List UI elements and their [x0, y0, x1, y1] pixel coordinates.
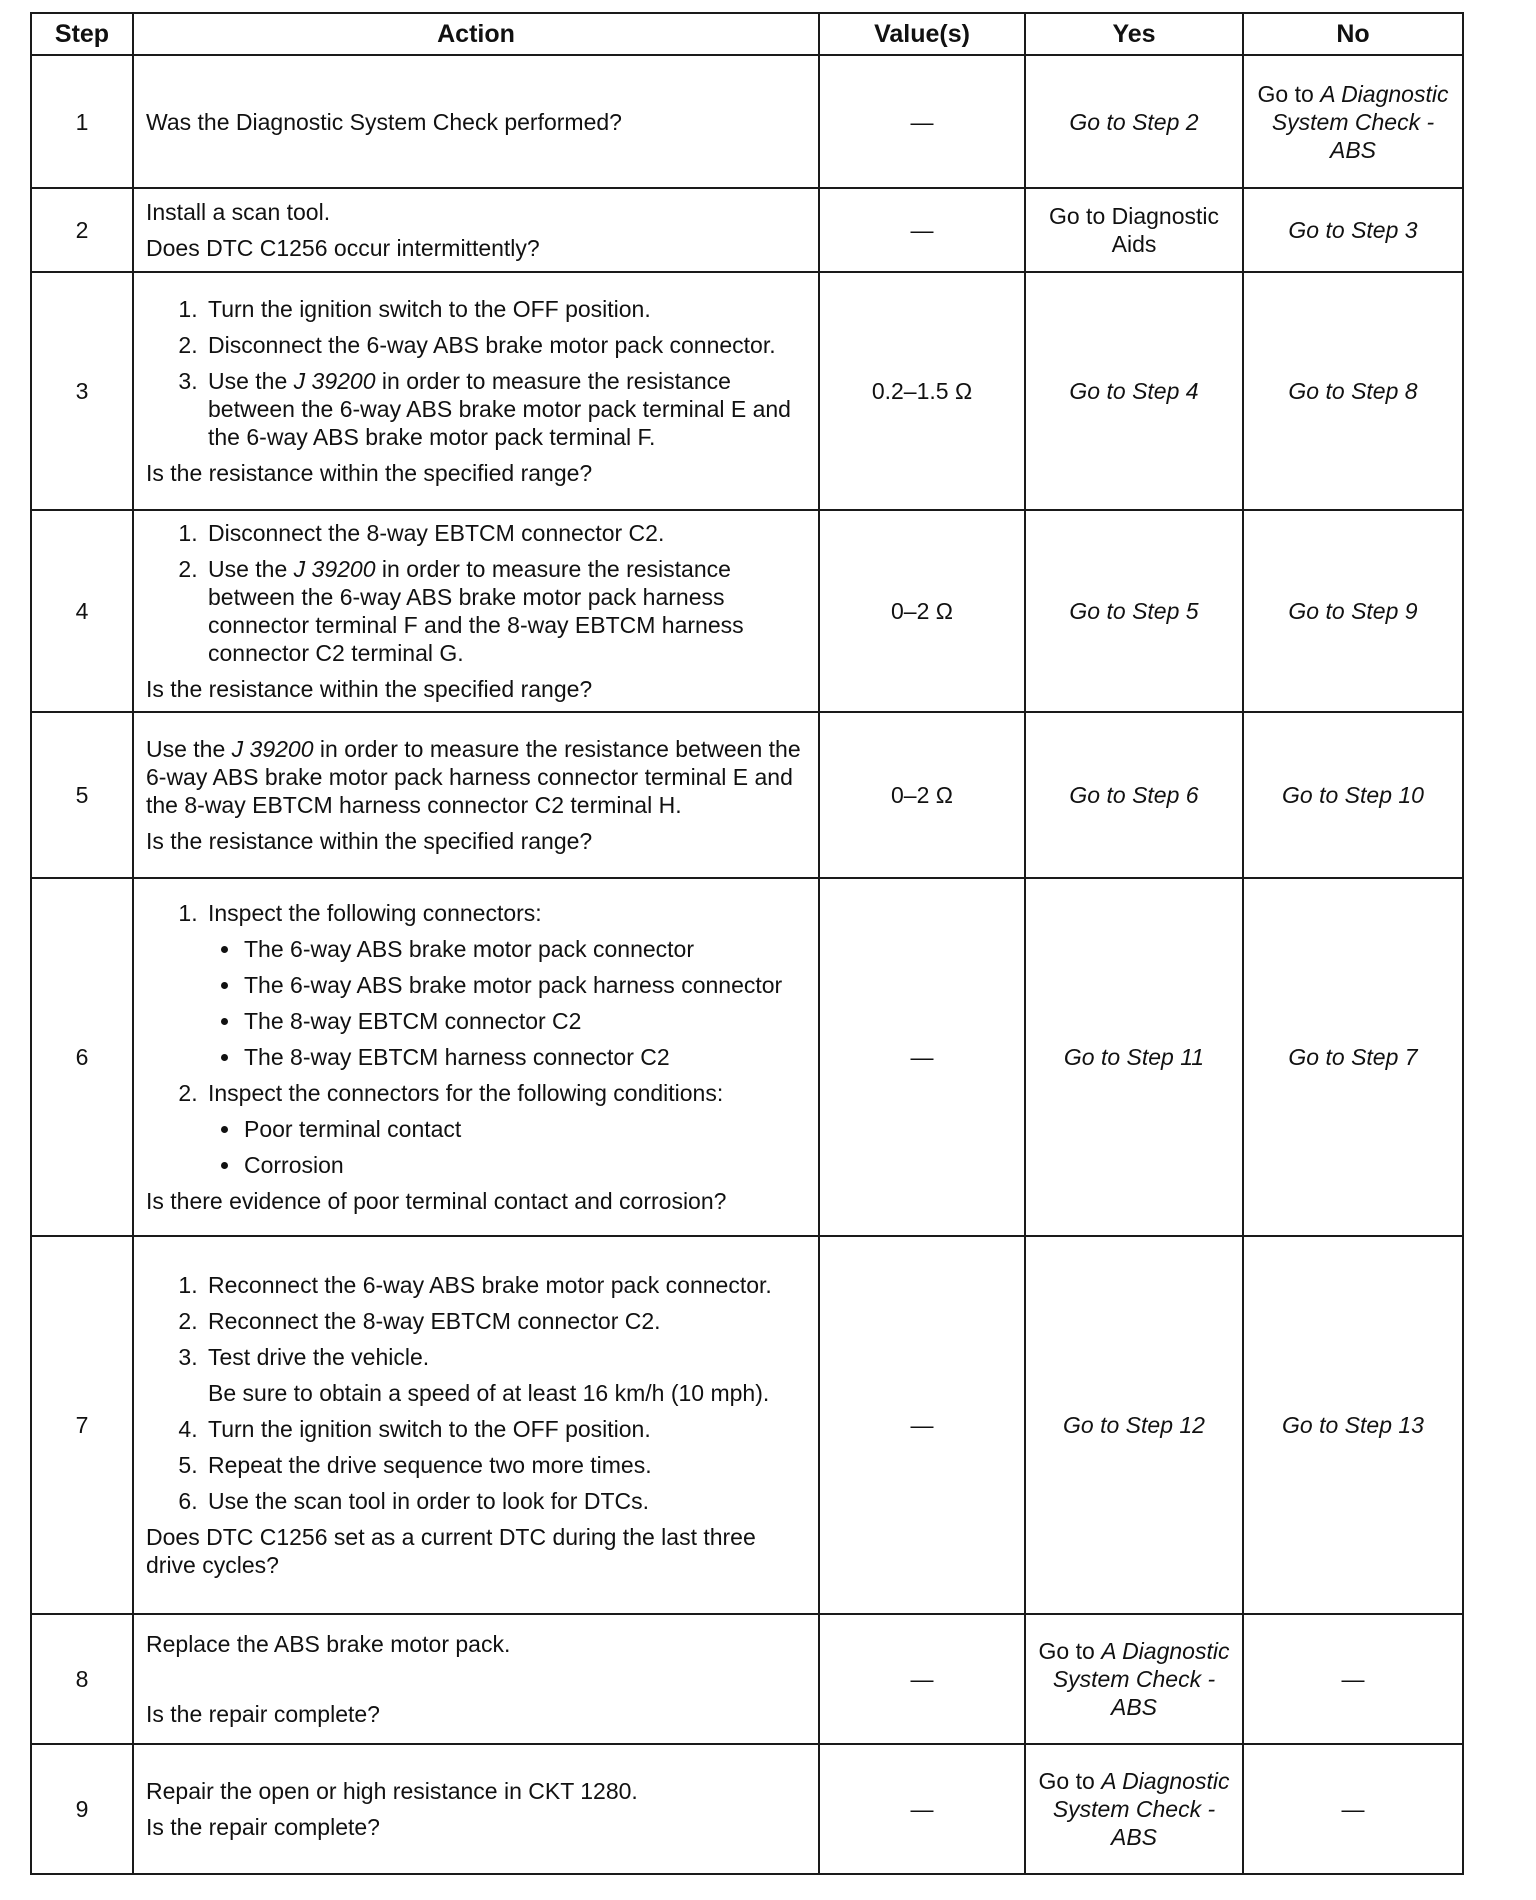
value-cell: —: [819, 188, 1025, 272]
action-cell: [133, 712, 819, 878]
yes-link[interactable]: Go to Diagnostic Aids: [1048, 203, 1220, 257]
procedure-step: 2. Disconnect the 6-way ABS brake motor pack connector.: [204, 331, 808, 359]
procedure-step: 1. Turn the ignition switch to the OFF position.: [204, 295, 808, 323]
procedure-step: 4. Turn the ignition switch to the OFF position.: [204, 1415, 808, 1443]
action-cell: [133, 1744, 819, 1874]
action-question: Does DTC C1256 set as a current DTC during the last three drive cycles?: [146, 1524, 756, 1578]
action-cell: [133, 55, 819, 188]
value-cell: —: [819, 1614, 1025, 1744]
value-cell: 0–2 Ω: [819, 510, 1025, 712]
action-cell: [133, 1236, 819, 1614]
yes-prefix: Go to: [1038, 1768, 1102, 1794]
step-number: 3: [31, 272, 133, 510]
procedure-step: [204, 1343, 808, 1407]
procedure-step: 5. Repeat the drive sequence two more times.: [204, 1451, 808, 1479]
no-link[interactable]: Go to Step 13: [1282, 1412, 1424, 1438]
list-item: • Corrosion: [242, 1151, 808, 1179]
table-row: [31, 878, 1463, 1236]
tool-name: J 39200: [293, 368, 376, 394]
procedure-text: Use the: [208, 556, 294, 582]
yes-link[interactable]: Go to Step 2: [1069, 108, 1199, 135]
action-question: Is the repair complete?: [146, 1701, 380, 1727]
diagnostic-table: [30, 12, 1464, 1875]
table-row: [31, 510, 1463, 712]
action-cell: [133, 878, 819, 1236]
procedure-list: [146, 899, 808, 1179]
col-header-step: Step: [31, 13, 133, 55]
procedure-step: 1. Disconnect the 8-way EBTCM connector C2.: [204, 519, 808, 547]
procedure-text: in order to measure the resistance between the 6-way ABS brake motor pack terminal E and the 6-way ABS brake motor pack terminal F.: [208, 368, 791, 450]
step-number: 7: [31, 1236, 133, 1614]
no-cell: [1243, 712, 1463, 878]
list-item: • The 8-way EBTCM harness connector C2: [242, 1043, 808, 1071]
value-cell: —: [819, 1744, 1025, 1874]
no-link[interactable]: Go to Step 10: [1282, 782, 1424, 808]
step-number: 5: [31, 712, 133, 878]
procedure-text: in order to measure the resistance between the 6-way ABS brake motor pack harness connector terminal E and the 8-way EBTCM harness connector C2 terminal H.: [146, 736, 801, 818]
value-cell: 0.2–1.5 Ω: [819, 272, 1025, 510]
procedure-text: Inspect the following connectors:: [208, 900, 542, 926]
col-header-no: No: [1243, 13, 1463, 55]
procedure-list: [146, 1271, 808, 1515]
procedure-text: Use the: [208, 368, 294, 394]
step-number: 2: [31, 188, 133, 272]
table-row: [31, 1614, 1463, 1744]
no-cell: —: [1243, 1744, 1463, 1874]
list-item: • The 8-way EBTCM connector C2: [242, 1007, 808, 1035]
yes-cell: [1025, 188, 1243, 272]
header-row: [31, 13, 1463, 55]
action-cell: [133, 188, 819, 272]
procedure-step: [204, 555, 808, 667]
no-cell: [1243, 272, 1463, 510]
step-number: 4: [31, 510, 133, 712]
no-link[interactable]: Go to Step 3: [1288, 217, 1418, 243]
yes-cell: [1025, 878, 1243, 1236]
yes-link[interactable]: Go to Step 12: [1063, 1412, 1205, 1438]
connector-list: [208, 935, 808, 1071]
tool-name: J 39200: [231, 736, 314, 762]
yes-cell: [1025, 55, 1243, 188]
step-number: 6: [31, 878, 133, 1236]
no-cell: [1243, 1236, 1463, 1614]
procedure-step: 1. Reconnect the 6-way ABS brake motor pack connector.: [204, 1271, 808, 1299]
yes-cell: [1025, 1236, 1243, 1614]
no-link[interactable]: Go to Step 9: [1288, 598, 1418, 624]
yes-link[interactable]: A Diagnostic System Check - ABS: [1052, 1768, 1230, 1850]
procedure-step: 6. Use the scan tool in order to look for DTCs.: [204, 1487, 808, 1515]
no-link[interactable]: Go to Step 7: [1288, 1044, 1418, 1070]
procedure-text: Use the: [146, 736, 232, 762]
procedure-text: Test drive the vehicle.: [208, 1344, 430, 1370]
no-prefix: Go to: [1257, 80, 1321, 107]
tool-name: J 39200: [293, 556, 376, 582]
action-question: Is the resistance within the specified range?: [146, 676, 593, 702]
yes-cell: [1025, 1614, 1243, 1744]
value-cell: —: [819, 1236, 1025, 1614]
yes-link[interactable]: Go to Step 6: [1069, 782, 1199, 808]
procedure-step: [204, 1079, 808, 1179]
procedure-step: [204, 367, 808, 451]
procedure-text: Inspect the connectors for the following conditions:: [208, 1080, 724, 1106]
yes-cell: [1025, 712, 1243, 878]
action-question: Does DTC C1256 occur intermittently?: [146, 235, 540, 261]
col-header-action: Action: [133, 13, 819, 55]
procedure-list: [146, 295, 808, 451]
no-cell: [1243, 878, 1463, 1236]
condition-list: [208, 1115, 808, 1179]
action-text: Repair the open or high resistance in CKT 1280.: [146, 1778, 638, 1804]
yes-cell: [1025, 272, 1243, 510]
procedure-text: in order to measure the resistance between the 6-way ABS brake motor pack harness connector terminal F and the 8-way EBTCM harness connector C2 terminal G.: [208, 556, 744, 666]
procedure-list: [146, 519, 808, 667]
action-text: [146, 735, 808, 819]
procedure-step: [204, 899, 808, 1071]
value-cell: —: [819, 878, 1025, 1236]
action-cell: [133, 510, 819, 712]
no-cell: [1243, 55, 1463, 188]
procedure-step: 2. Reconnect the 8-way EBTCM connector C2.: [204, 1307, 808, 1335]
step-number: 1: [31, 55, 133, 188]
yes-prefix: Go to: [1038, 1638, 1102, 1664]
table-row: [31, 712, 1463, 878]
procedure-note: Be sure to obtain a speed of at least 16 km/h (10 mph).: [208, 1380, 770, 1406]
yes-cell: [1025, 1744, 1243, 1874]
action-cell: [133, 272, 819, 510]
no-cell: [1243, 510, 1463, 712]
value-cell: —: [819, 55, 1025, 188]
action-text: Replace the ABS brake motor pack.: [146, 1631, 511, 1657]
spacer: [146, 1666, 808, 1700]
col-header-values: Value(s): [819, 13, 1025, 55]
table-row: [31, 188, 1463, 272]
action-question: Was the Diagnostic System Check performed?: [146, 108, 622, 135]
value-cell: 0–2 Ω: [819, 712, 1025, 878]
no-cell: —: [1243, 1614, 1463, 1744]
table-row: [31, 272, 1463, 510]
list-item: • Poor terminal contact: [242, 1115, 808, 1143]
no-link[interactable]: Go to Step 8: [1288, 378, 1418, 404]
yes-link[interactable]: Go to Step 5: [1069, 598, 1199, 624]
yes-link[interactable]: Go to Step 11: [1063, 1044, 1205, 1070]
yes-cell: [1025, 510, 1243, 712]
step-number: 8: [31, 1614, 133, 1744]
step-number: 9: [31, 1744, 133, 1874]
no-cell: [1243, 188, 1463, 272]
no-link[interactable]: A Diagnostic System Check - ABS: [1271, 80, 1449, 163]
action-question: Is the resistance within the specified range?: [146, 828, 593, 854]
table-row: [31, 55, 1463, 188]
yes-link[interactable]: A Diagnostic System Check - ABS: [1052, 1638, 1230, 1720]
col-header-yes: Yes: [1025, 13, 1243, 55]
table-row: [31, 1744, 1463, 1874]
action-text: Install a scan tool.: [146, 199, 331, 225]
table-row: [31, 1236, 1463, 1614]
action-cell: [133, 1614, 819, 1744]
yes-link[interactable]: Go to Step 4: [1069, 378, 1199, 404]
list-item: • The 6-way ABS brake motor pack harness connector: [242, 971, 808, 999]
list-item: • The 6-way ABS brake motor pack connector: [242, 935, 808, 963]
action-question: Is the resistance within the specified range?: [146, 460, 593, 486]
action-question: Is there evidence of poor terminal contact and corrosion?: [146, 1188, 727, 1214]
action-question: Is the repair complete?: [146, 1814, 380, 1840]
